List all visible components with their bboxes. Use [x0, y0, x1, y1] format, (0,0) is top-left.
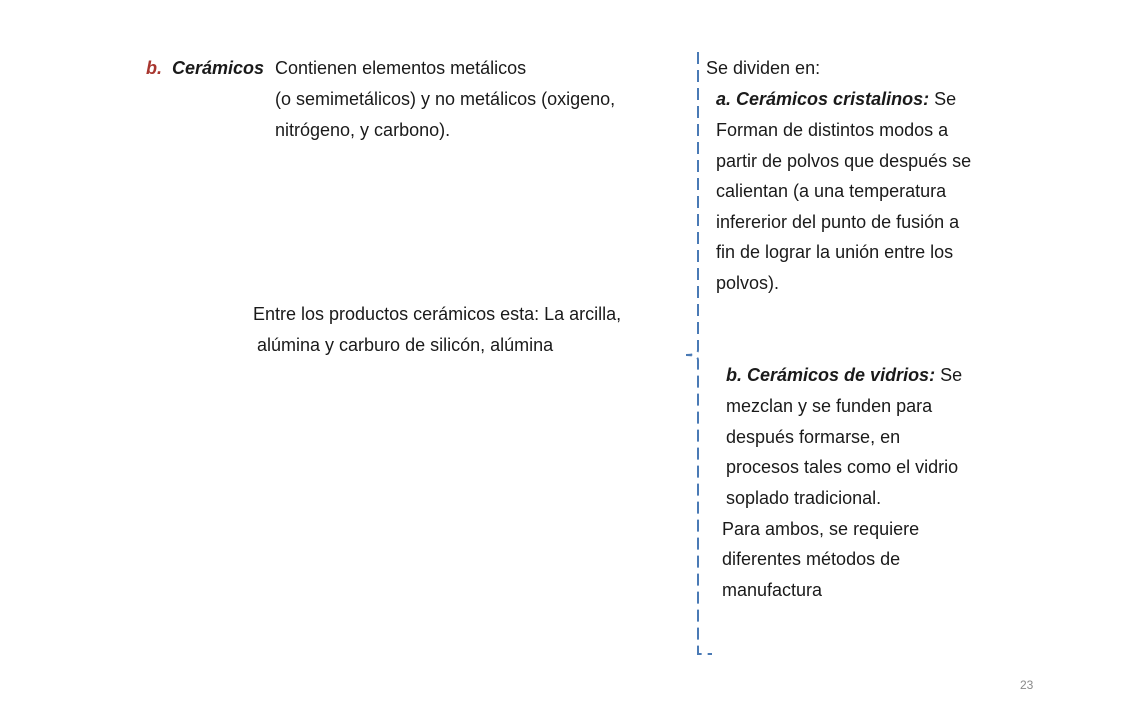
glass-text-2: después formarse, en	[726, 427, 901, 447]
ceramics-description-3: nitrógeno, y carbono).	[275, 120, 451, 140]
ceramics-title-line	[146, 53, 264, 84]
glass-text-4: soplado tradicional.	[726, 488, 882, 508]
page-number: 23	[1020, 678, 1034, 692]
glass-heading: b. Cerámicos de vidrios:	[726, 365, 936, 385]
glass-text-1: mezclan y se funden para	[726, 396, 933, 416]
both-text-2: diferentes métodos de	[722, 549, 901, 569]
both-text-3: manufactura	[722, 580, 823, 600]
crystalline-text-3: calientan (a una temperatura	[716, 181, 947, 201]
ceramics-description-2: (o semimetálicos) y no metálicos (oxigeno,	[275, 89, 616, 109]
crystalline-heading: a. Cerámicos cristalinos:	[716, 89, 930, 109]
crystalline-text-4: infererior del punto de fusión a	[716, 212, 960, 232]
crystalline-text-1: Forman de distintos modos a	[716, 120, 949, 140]
crystalline-text-5: fin de lograr la unión entre los	[716, 242, 954, 262]
crystalline-heading-tail: Se	[929, 89, 957, 109]
divided-into-intro: Se dividen en:	[706, 58, 821, 78]
both-text-1: Para ambos, se requiere	[722, 519, 920, 539]
ceramics-description-1: Contienen elementos metálicos	[275, 58, 527, 78]
ceramics-title: Cerámicos	[172, 58, 265, 78]
ceramic-products-2: alúmina y carburo de silicón, alúmina	[257, 335, 554, 355]
glass-heading-tail: Se	[935, 365, 963, 385]
ceramic-products-1: Entre los productos cerámicos esta: La arcilla,	[253, 304, 622, 324]
list-marker: b.	[146, 58, 162, 78]
crystalline-heading-line	[716, 84, 956, 115]
glass-text-3: procesos tales como el vidrio	[726, 457, 959, 477]
crystalline-text-6: polvos).	[716, 273, 780, 293]
crystalline-text-2: partir de polvos que después se	[716, 151, 972, 171]
glass-heading-line	[726, 360, 962, 391]
curly-bracket	[680, 48, 720, 668]
